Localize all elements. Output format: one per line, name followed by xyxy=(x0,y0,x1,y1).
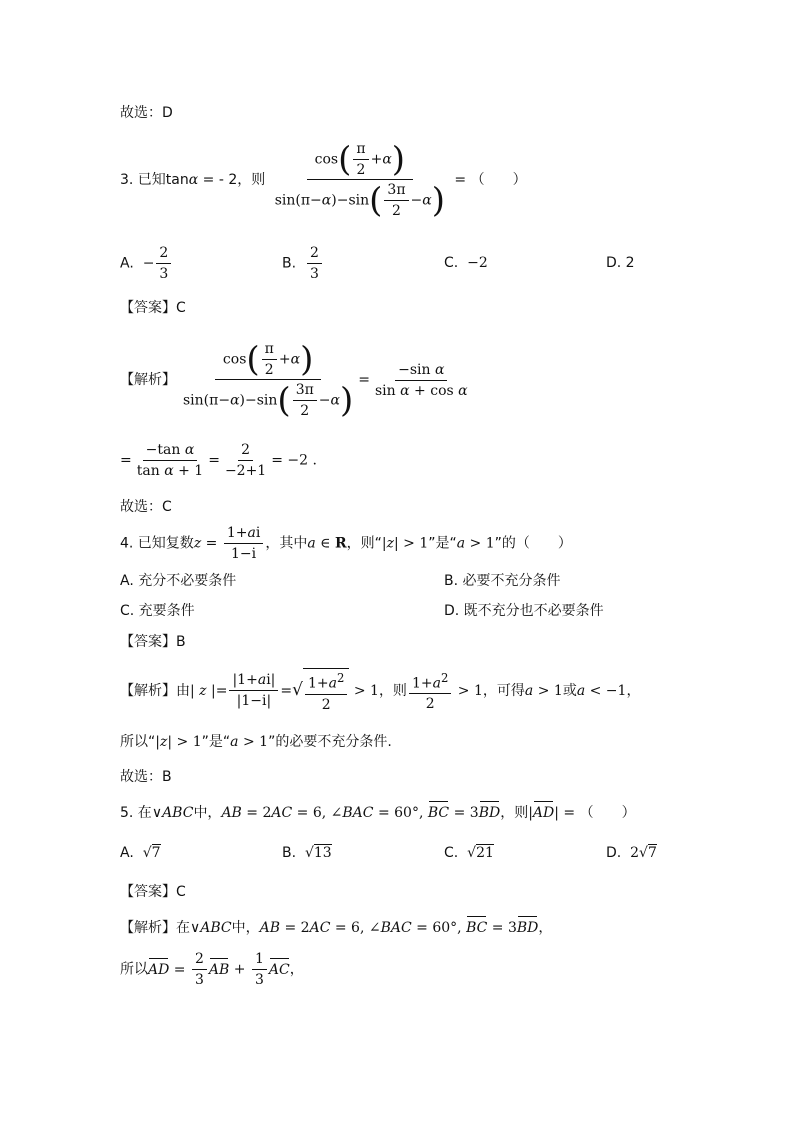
q3-tail: = （ ） xyxy=(449,172,527,188)
question-4: 4. 已知复数z = $\frac{1+ai}{1-i}$ ，其中a ∈ R，则“|z| > 1”是“a > 1”的（ ） xyxy=(120,525,572,562)
q3-answer: 【答案】C xyxy=(120,300,186,316)
q3-option-b: B. $\frac{2}{3}$ xyxy=(282,244,324,283)
q5-so: 所以AD = $\frac{2}{3}$ AB + $\frac{1}{3}$ AC， xyxy=(120,951,304,988)
question-5: 5. 在∨ABC中，AB = 2AC = 6, ∠BAC = 60°, BC = 3BD，则|AD| = （ ） xyxy=(120,805,636,821)
q3-cond: = - 2，则 xyxy=(198,172,266,188)
q3-analysis: 【解析】 cos( $\frac{\pi}{2}$ +α) sin(π−α)−sin( $\frac{3\pi}{2}$ −α) = $\frac{\text{−sin α}}{\text{sin α + cos α}}$ xyxy=(120,339,468,421)
q5-option-a: A. √7 xyxy=(120,845,161,861)
q3-prefix: 3. 已知tan xyxy=(120,172,189,188)
q5-option-c: C. √21 xyxy=(444,845,494,861)
q2-conclusion: 故选：D xyxy=(120,105,173,121)
q5-analysis: 【解析】在∨ABC中，AB = 2AC = 6, ∠BAC = 60°, BC = 3BD， xyxy=(120,920,553,936)
q3-conclusion: 故选：C xyxy=(120,499,172,515)
q4-so: 所以“|z| > 1”是“a > 1”的必要不充分条件. xyxy=(120,734,392,750)
q3-option-a: A. − $\frac{2}{3}$ xyxy=(120,244,173,283)
q4-conclusion: 故选：B xyxy=(120,769,172,785)
q4-option-c: C. 充要条件 xyxy=(120,603,195,619)
q5-option-b: B. √13 xyxy=(282,845,332,861)
q4-answer: 【答案】B xyxy=(120,634,186,650)
q3-option-c: C. −2 xyxy=(444,255,488,271)
q4-option-a: A. 充分不必要条件 xyxy=(120,573,237,589)
q5-answer: 【答案】C xyxy=(120,884,186,900)
q4-option-b: B. 必要不充分条件 xyxy=(444,573,561,589)
q4-analysis: 【解析】由| z |= $\frac{|1+ai|}{|1-i|}$ =√ $\frac{1+a^2}{2}$ > 1，则 $\frac{1+a^2}{2}$ > 1，可得a > 1或a < −1， xyxy=(120,668,640,714)
q4-option-d: D. 既不充分也不必要条件 xyxy=(444,603,604,619)
question-3: 3. 已知tanα = - 2，则 cos( $\frac{\pi}{2}$ +α) sin(π−α)−sin( $\frac{3\pi}{2}$ −α) = （ ） xyxy=(120,139,527,221)
q5-option-d: D. 2√7 xyxy=(606,845,657,861)
q3-analysis-cont: = $\frac{\text{−tan α}}{\text{tan α + 1}}$ = $\frac{2}{-2+1}$ = −2 . xyxy=(120,442,317,479)
q3-option-d: D. 2 xyxy=(606,255,635,271)
q3-fraction: cos( $\frac{\pi}{2}$ +α) sin(π−α)−sin( $\frac{3\pi}{2}$ −α) xyxy=(274,139,445,221)
